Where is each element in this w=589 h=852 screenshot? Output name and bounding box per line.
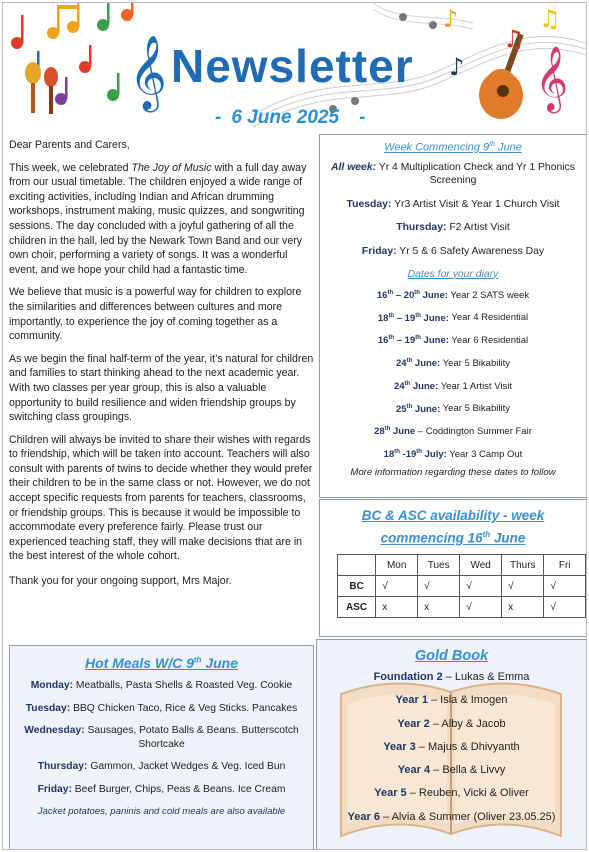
table-header-cell: Wed [460, 555, 502, 576]
gold-book-entry: Year 6 – Alvia & Summer (Oliver 23.05.25) [347, 810, 556, 823]
meal-item: Tuesday: BBQ Chicken Taco, Rice & Veg Sticks. Pancakes [25, 702, 298, 714]
week-events [320, 161, 586, 259]
table-header-cell: Fri [544, 555, 586, 576]
table-cell: x [376, 597, 418, 618]
letter-paragraph: We believe that music is a powerful way for children to explore the similarities and differences between cultures and more importantly, to experience the joy of coming together as a community. [9, 286, 302, 343]
table-header-cell: Mon [376, 555, 418, 576]
gold-book-entry: Foundation 2 – Lukas & Emma [373, 671, 530, 683]
table-cell: √ [502, 576, 544, 597]
newsletter-header [3, 3, 586, 131]
diary-title: Dates for your diary [407, 268, 499, 280]
meal-item: Thursday: Gammon, Jacket Wedges & Veg. Iced Bun [37, 761, 286, 773]
table-row [338, 576, 586, 597]
gold-book-entry: Year 4 – Bella & Livvy [397, 764, 506, 777]
gold-book-entry: Year 3 – Majus & Dhivyanth [383, 740, 520, 753]
table-cell: √ [460, 597, 502, 618]
table-cell: √ [544, 597, 586, 618]
diary-item: 16th – 20th June: Year 2 SATS week [376, 289, 530, 301]
hot-meals-title: Hot Meals W/C 9th June [84, 655, 239, 671]
diary-list [320, 287, 586, 462]
table-row [338, 597, 586, 618]
diary-item: 24th June: Year 5 Bikability [396, 357, 510, 370]
table-cell: x [502, 597, 544, 618]
letter-greeting: Dear Parents and Carers, [9, 139, 130, 151]
table-header-cell: Tues [418, 555, 460, 576]
week-commencing-box [319, 134, 587, 498]
diary-item: 18th – 19th June: Year 4 Residential [377, 312, 529, 324]
music-note-yellow-icon: ♫ [539, 5, 561, 33]
meals-footer: Jacket potatoes, paninis and cold meals are also available [37, 805, 286, 817]
gold-book-title: Gold Book [414, 648, 489, 664]
newsletter-date: - 6 June 2025 - [215, 107, 366, 128]
diary-item: 16th – 19th June: Year 6 Residential [377, 335, 529, 347]
gold-book-box [316, 639, 587, 850]
diary-item: 18th -19th July: Year 3 Camp Out [383, 448, 523, 461]
week-event: Friday: Yr 5 & 6 Safety Awareness Day [361, 246, 545, 258]
meals-list [10, 679, 313, 797]
letter-signoff: Thank you for your ongoing support, Mrs Major. [9, 575, 232, 588]
letter-paragraph: As we begin the final half-term of the year, it’s natural for children and families to start thinking ahead to the next academic year. With two classes per year group, this is also a valuable opportunity to build resilience and widen friendship groups by switching class groupings. [9, 352, 314, 424]
week-event: Tuesday: Yr3 Artist Visit & Year 1 Church Visit [346, 198, 560, 210]
meal-item: Friday: Beef Burger, Chips, Peas & Beans. Ice Cream [37, 783, 286, 795]
table-cell: √ [544, 576, 586, 597]
gold-book-list [317, 666, 586, 829]
newsletter-page [2, 2, 587, 850]
diary-item: 28th June – Coddington Summer Fair [374, 426, 532, 438]
bc-asc-availability-box [319, 499, 587, 637]
music-note-blue-icon: ♪ [449, 53, 465, 81]
diary-item: 24th June: Year 1 Artist Visit [394, 380, 512, 392]
gold-book-entry: Year 2 – Alby & Jacob [397, 717, 506, 730]
table-cell: √ [418, 576, 460, 597]
table-cell: √ [460, 576, 502, 597]
table-cell: x [418, 597, 460, 618]
letter-paragraph: This week, we celebrated The Joy of Music with a full day away from our usual timetable. The children enjoyed a wide range of exciting activities, including Indian and African drumming workshops, instrument making, music quizzes, and songwriting sessions. The day concluded with a joyful gathering of all the children in the hall, led by the Newark Town Band and our very own choir, performing a variety of songs. It was a wonderful event, and we hope your child had a fantastic time. [9, 161, 307, 276]
page-title: Newsletter [171, 40, 414, 92]
week-title: Week Commencing 9th June [384, 141, 522, 154]
meal-item: Monday: Meatballs, Pasta Shells & Roasted Veg. Cookie [30, 680, 293, 691]
table-header-cell: Thurs [502, 555, 544, 576]
diary-item: 25th June: Year 5 Bikability [396, 403, 510, 415]
headteacher-letter [9, 138, 315, 597]
availability-table [337, 554, 586, 618]
music-note-red-icon: ♫ [503, 25, 525, 53]
table-cell: √ [376, 576, 418, 597]
table-header-row [338, 555, 586, 576]
treble-clef-icon: 𝄞 [129, 36, 167, 110]
treble-clef-pink-icon: 𝄞 [535, 46, 569, 111]
week-event: All week: Yr 4 Multiplication Check and Yr 1 Phonics Screening [331, 161, 575, 187]
availability-title: BC & ASC availability - week commencing 16th June [361, 508, 545, 546]
maracas-icon [23, 61, 63, 121]
table-cell: BC [338, 576, 376, 597]
letter-paragraph: Children will always be invited to share their wishes with regards to friendship, which will be taken into account. Teachers will also consult with parents of twins to decide whether they would prefer their children to be in the same class or not. However, we do not accept specific requests from parents for teachers, classrooms, or friendship groups. This is because it would be impossible to accommodate every preference fairly. Please trust our experienced teaching staff, they will make decisions that are in the best interest of the whole cohort. [9, 433, 313, 563]
table-cell: ASC [338, 597, 376, 618]
gold-book-entry: Year 1 – Isla & Imogen [395, 694, 508, 707]
meal-item: Wednesday: Sausages, Potato Balls & Beans. Butterscotch Shortcake [24, 725, 299, 750]
diary-footer: More information regarding these dates to follow [350, 466, 556, 478]
gold-book-entry: Year 5 – Reuben, Vicki & Oliver [374, 787, 529, 800]
week-event: Thursday: F2 Artist Visit [396, 222, 510, 234]
music-note-orange-icon: ♪ [443, 5, 459, 33]
table-header-cell [338, 555, 376, 576]
hot-meals-box [9, 645, 314, 850]
